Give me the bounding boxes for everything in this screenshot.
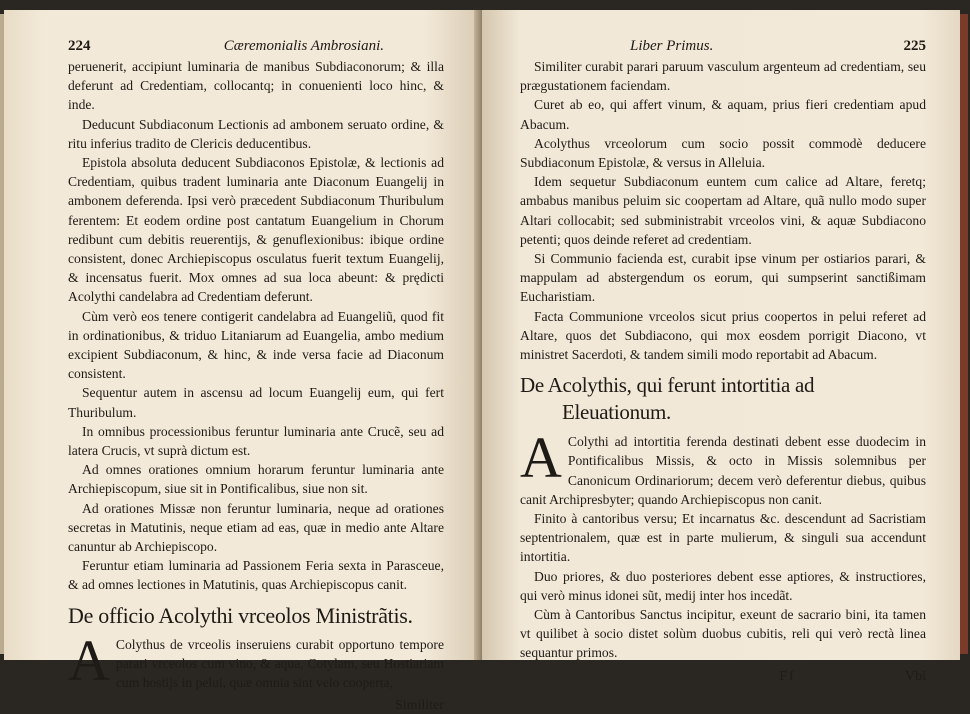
paragraph: Ad orationes Missæ non feruntur luminaria, neque ad orationes secretas in Matutinis, neque etiam ad eas, quæ in medio ante Altare canuntur ab Archiepiscopo. (68, 500, 444, 555)
paragraph: Duo priores, & duo posteriores debent esse aptiores, & instructiores, qui verò minus idonei sũt, medij inter hos incedãt. (520, 568, 926, 603)
heading-line-1: De Acolythis, qui ferunt intortitia ad (520, 373, 815, 398)
left-page-footer (68, 698, 444, 714)
dropcap-paragraph (520, 425, 926, 509)
right-page-header (520, 38, 926, 55)
section-heading (520, 372, 926, 426)
catchword: Similiter (395, 698, 444, 714)
catchword: Vbi (904, 668, 926, 684)
paragraph: Si Communio facienda est, curabit ipse vinum per ostiarios parari, & mappulam ad abstergendum os eorum, qui sumpserint sanctißimam Eucharistiam. (520, 251, 926, 305)
right-book-cover-edge (960, 14, 968, 654)
left-page-header (68, 38, 444, 55)
paragraph: Idem sequetur Subdiaconum euntem cum calice ad Altare, feretq; ambabus manibus peluim sic coopertam ad Altare, quã nullo modo super Altari collocabit; sed subministrabit vrceolos vini, & aquæ Subdiacono petenti; quos deinde referet ad credentiam. (520, 174, 926, 247)
paragraph: peruenerit, accipiunt luminaria de manibus Subdiaconorum; & illa deferunt ad Credentiam, collocantq; in conuenienti loco hinc, & inde. (68, 59, 444, 113)
paragraph: Epistola absoluta deducent Subdiaconos Epistolæ, & lectionis ad Credentiam, quibus tradent luminaria ante Diaconum Euangelij in ambonem deferenda. Ipsi verò præcedent Subdiaconum Thuribulum ferentem: Et eodem ordine post cantatum Euangelium in Chorum redibunt cum debitis reuerentijs, & genuflexionibus: ibique ordine consistent, donec Archiepiscopus osculatus fuerit textum Euangelij, & incensatus fuerit. Mox omnes ad sua loca abeunt: & prędicti Acolythi candelabra ad Credentiam deferunt. (68, 155, 444, 305)
paragraph: Acolythus vrceolorum cum socio possit commodè deducere Subdiaconum Epistolæ, & versus in Alleluia. (520, 135, 926, 171)
section-heading: De officio Acolythi vrceolos Ministrãtis. (68, 602, 413, 628)
right-page (482, 10, 960, 684)
running-head: Liber Primus. (630, 38, 714, 54)
page-number: 224 (68, 38, 91, 54)
page-number: 225 (903, 38, 926, 54)
right-page-footer (520, 669, 926, 685)
paragraph: Finito à cantoribus versu; Et incarnatus &c. descendunt ad Sacristiam septentrionalem, quæ est in parte mulierum, & singuli sua accendunt intortitia. (520, 511, 926, 565)
dropcap-paragraph (68, 627, 444, 693)
paragraph: Cùm verò eos tenere contigerit candelabra ad Euangeliũ, quod fit in ordinationibus, & triduo Litaniarum ad Euangelia, ambo medium excipient Subdiaconum, & hinc, & inde versa facie ad Diaconum consistent. (68, 308, 444, 382)
drop-cap: A (68, 627, 110, 693)
left-page-body (68, 57, 444, 692)
paragraph: Curet ab eo, qui affert vinum, & aquam, prius fieri credentiam apud Abacum. (520, 97, 926, 132)
paragraph: Facta Communione vrceolos sicut prius coopertos in pelui referet ad Altare, quos det Subdiacono, qui mox eosdem porrigit Diacono, vt ministret Sacerdoti, & tandem simili modo reportabit ad Abacum. (520, 308, 926, 363)
paragraph: Ad omnes orationes omnium horarum feruntur luminaria ante Archiepiscopum, siue sit in Pontificalibus, siue non sit. (68, 462, 444, 497)
signature-mark: Ff (779, 668, 796, 684)
left-page (4, 10, 482, 714)
paragraph: Colythi ad intortitia ferenda destinati debent esse duodecim in Pontificalibus Missis, & octo in Missis solemnibus per Canonicum Ordinariorum; decem verò deferentur diebus, quibus canit Archipresbyter; quando Archiepiscopus non canit. (520, 434, 926, 507)
paragraph: Deducunt Subdiaconum Lectionis ad ambonem seruato ordine, & ritu inferius tradito de Clericis deducentibus. (68, 116, 444, 151)
paragraph: Colythus de vrceolis inseruiens curabit opportuno tempore parari vrceolos cum vino, & aqua, Cotylam, seu Hostiariam cum hostijs in pelui, quæ omnia sint velo cooperta, (115, 636, 444, 691)
paragraph: Feruntur etiam luminaria ad Passionem Feria sexta in Parasceue, & ad omnes lectiones in Matutinis, quas Archiepiscopus canit. (68, 558, 444, 593)
paragraph: Similiter curabit parari paruum vasculum argenteum ad credentiam, seu prægustationem faciendam. (520, 59, 926, 94)
paragraph: Cùm à Cantoribus Sanctus incipitur, exeunt de sacrario bini, ita tamen vt quilibet à socio distet solùm duobus cubitis, reli qui verò rectà linea sequantur primos. (520, 607, 926, 661)
paragraph: In omnibus processionibus feruntur luminaria ante Crucẽ, seu ad latera Crucis, vt suprà dictum est. (68, 423, 444, 459)
drop-cap: A (520, 425, 562, 491)
paragraph: Sequentur autem in ascensu ad locum Euangelij eum, qui fert Thuribulum. (68, 385, 444, 420)
heading-line-2: Eleuationum. (562, 400, 671, 425)
right-page-body (520, 57, 926, 663)
running-head: Cæremonialis Ambrosiani. (223, 38, 384, 54)
